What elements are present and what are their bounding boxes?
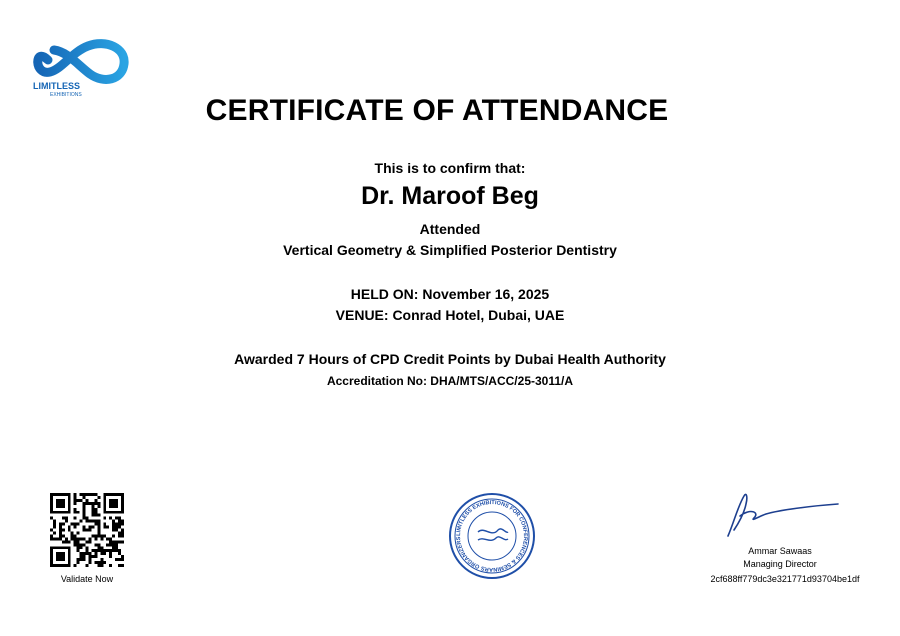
venue: VENUE: Conrad Hotel, Dubai, UAE (335, 307, 565, 323)
infinity-icon (38, 44, 124, 80)
confirm-text: This is to confirm that: (374, 160, 526, 176)
course-title: Vertical Geometry & Simplified Posterior Dentistry (283, 242, 617, 258)
logo-text-limitless: LIMITLESS (33, 81, 80, 91)
held-on-date: HELD ON: November 16, 2025 (350, 286, 550, 302)
official-stamp (448, 492, 536, 580)
validate-now-label[interactable]: Validate Now (60, 574, 114, 584)
qr-code[interactable] (50, 493, 124, 567)
logo-text-exhibitions: EXHIBITIONS (50, 92, 82, 98)
accreditation-number: Accreditation No: DHA/MTS/ACC/25-3011/A (326, 374, 574, 388)
certificate-hash: 2cf688ff779dc3e321771d93704be1df (710, 574, 860, 584)
signatory-name: Ammar Sawaas (748, 546, 812, 556)
signatory-title: Managing Director (743, 559, 817, 569)
stamp-text: LIMITLESS EXHIBITIONS FOR CONFERENCES & SEMINARS ORGANIZERS (455, 499, 529, 573)
recipient-name: Dr. Maroof Beg (361, 182, 539, 210)
signature (720, 486, 840, 542)
limitless-exhibitions-logo (28, 32, 136, 98)
attended-label: Attended (419, 221, 481, 237)
svg-text:LIMITLESS EXHIBITIONS FOR CONF (456, 500, 528, 572)
certificate-title: CERTIFICATE OF ATTENDANCE (205, 94, 669, 127)
cpd-award-text: Awarded 7 Hours of CPD Credit Points by Dubai Health Authority (234, 351, 666, 367)
